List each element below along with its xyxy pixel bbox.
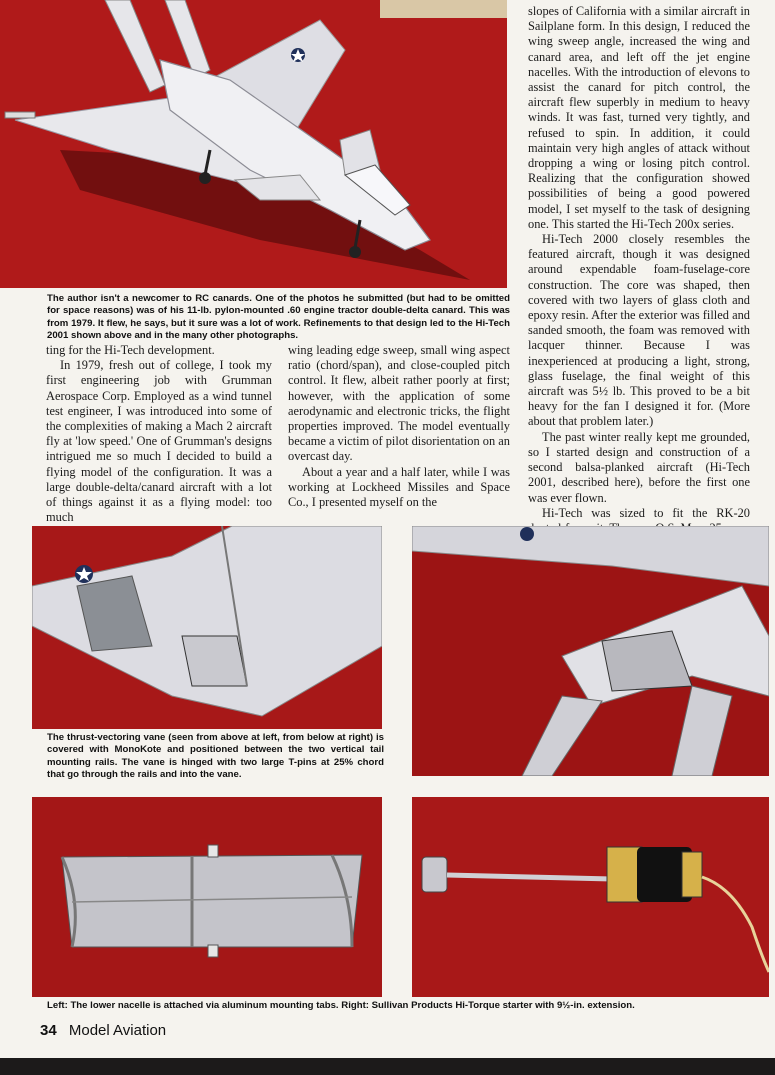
- photo-vane-from-below: [412, 526, 769, 776]
- page-number: 34: [40, 1022, 57, 1039]
- aircraft-illustration: [0, 0, 507, 288]
- nacelle-illustration: [32, 797, 382, 997]
- caption-middle: The thrust-vectoring vane (seen from above at left, from below at right) is covered with MonoKote and positioned between the two vertical tail mounting rails. The vane is hinged with two large T-pins at 25% chord that go through the rails and into the vane.: [47, 732, 384, 781]
- text-column-3: [528, 4, 750, 536]
- paragraph: The past winter really kept me grounded, so I started design and construction of a second balsa-planked aircraft (Hi-Tech 2001, described here), before the first one was ever flown.: [528, 429, 750, 505]
- magazine-name: Model Aviation: [68, 1022, 167, 1039]
- paragraph: ting for the Hi-Tech development.: [46, 343, 215, 357]
- photo-top-aircraft: [0, 0, 507, 288]
- bottom-edge: [0, 1058, 775, 1075]
- vane-below-illustration: [412, 526, 769, 776]
- photo-lower-nacelle: [32, 797, 382, 997]
- caption-bottom: Left: The lower nacelle is attached via aluminum mounting tabs. Right: Sullivan Products Hi-Torque starter with 9½-in. extension.: [47, 1000, 635, 1011]
- paragraph: wing leading edge sweep, small wing aspect ratio (chord/span), and close-coupled pitch control. It flew, albeit rather poorly at first; however, with the application of some aerodynamic and electronic tricks, the flight properties improved. The model eventually became a victim of pilot disorientation on an overcast day.: [288, 343, 510, 464]
- paragraph: In 1979, fresh out of college, I took my first engineering job with Grumman Aerospace Corp. Employed as a wind tunnel test engineer, I was introduced into some of the complexities of making a Mach 2 aircraft fly at 'low speed.' One of Grumman's designs intrigued me so much I decided to build a flying model of the configuration. It was a large double-delta/canard aircraft with a lot of things against it as a flying model: too much: [46, 358, 272, 525]
- vane-above-illustration: [32, 526, 382, 729]
- paragraph: Hi-Tech was sized to fit the RK-20: [542, 505, 750, 520]
- paragraph: Hi-Tech 2000 closely resembles the featured aircraft, though it was designed around expendable foam-fuselage-core construction. The core was shaped, then covered with two layers of glass cloth and epoxy resin. After the exterior was filled and sanded smooth, the foam was removed with lacquer thinner. Because I was inexperienced at producing a light, strong, glass fuselage, the final weight of this aircraft was 5½ lb. This proved to be a bit heavy for the fan I designed it for. (More about that problem later.): [528, 232, 750, 429]
- paragraph: slopes of California with a similar aircraft in Sailplane form. In this design, I reduced the wing sweep angle, increased the wing and canard area, and left off the jet engine nacelles. With the introduction of elevons to assist the canard for pitch control, the aircraft flew superbly in medium to heavy winds. It was fast, turned very tightly, and refused to spin. In addition, it could maintain very high angles of attack without dropping a wing or losing pitch control. Realizing that the configuration showed possibilities of being a good powered model, I set myself to the task of designing one. This started the Hi-Tech 200x series.: [528, 4, 750, 231]
- caption-top: The author isn't a newcomer to RC canards. One of the photos he submitted (but had to be omitted for space reasons) was of his 11-lb. pylon-mounted .60 engine tractor double-delta canard. This was from 1979. It flew, he says, but it sure was a lot of work. Refinements to that design led to the Hi-Tech 2001 shown above and in the many other photographs.: [47, 293, 510, 342]
- text-column-2: [288, 343, 510, 510]
- starter-illustration: [412, 797, 769, 997]
- page-footer: [40, 1022, 166, 1039]
- photo-starter: [412, 797, 769, 997]
- paragraph: About a year and a half later, while I was working at Lockheed Missiles and Space Co., I presented myself on the: [288, 464, 510, 510]
- photo-vane-from-above: [32, 526, 382, 729]
- text-column-1: [46, 343, 272, 525]
